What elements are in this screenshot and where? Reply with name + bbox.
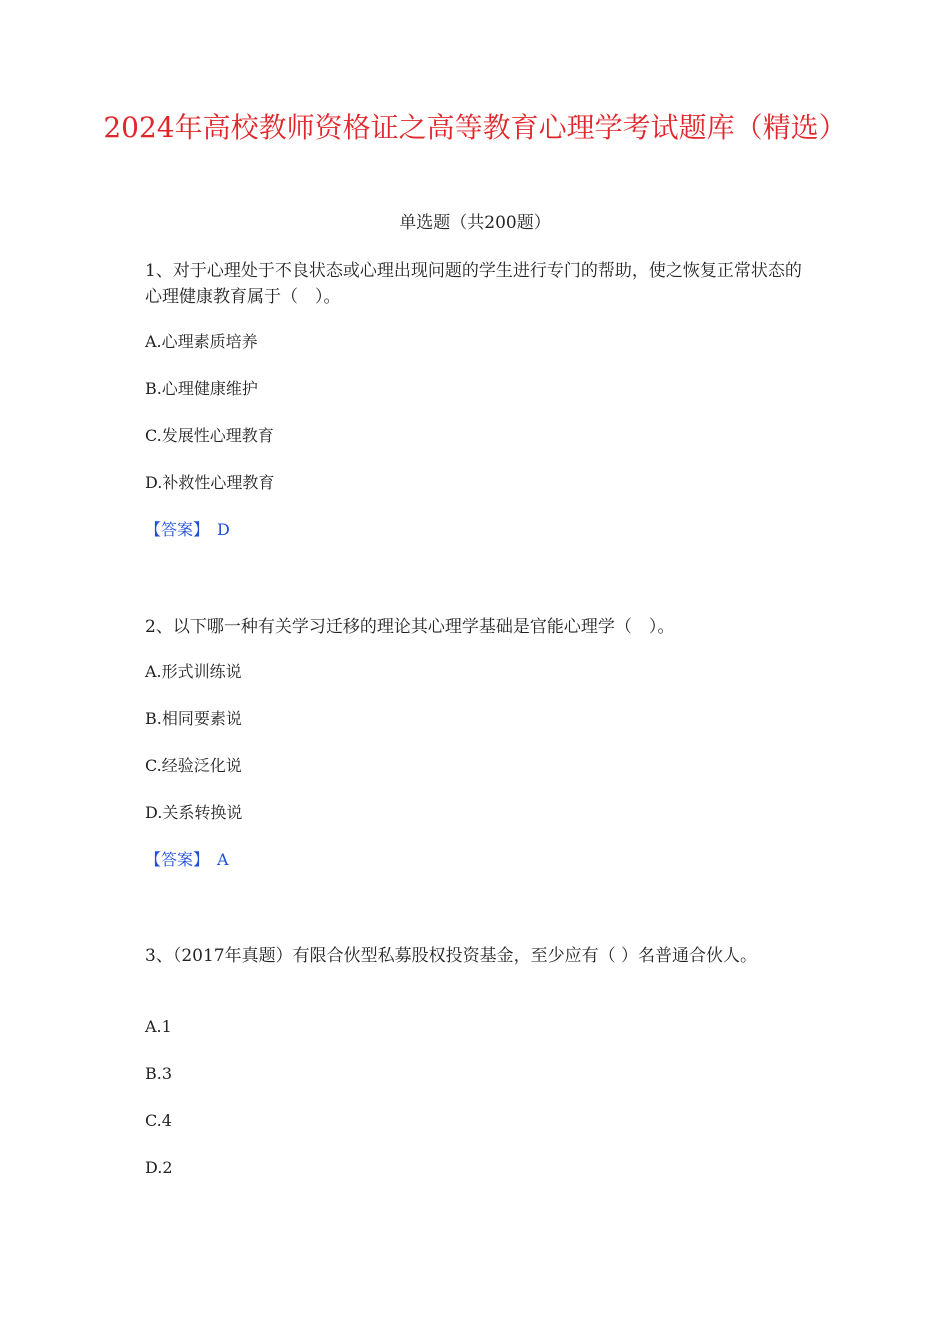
question-1-option-c: C.发展性心理教育 (145, 426, 274, 445)
question-3-option-a: A.1 (145, 1017, 172, 1036)
question-2-answer (145, 848, 229, 872)
question-2-option-b: B.相同要素说 (145, 709, 242, 728)
question-2-option-a: A.形式训练说 (145, 662, 242, 681)
document-title: 2024年高校教师资格证之高等教育心理学考试题库（精选） (103, 111, 847, 144)
question-1-option-b: B.心理健康维护 (145, 379, 258, 398)
question-2-option-d: D.关系转换说 (145, 803, 243, 822)
answer-label: 【答案】 (145, 850, 210, 869)
question-1-answer (145, 518, 230, 542)
question-1-option-a: A.心理素质培养 (145, 332, 258, 351)
answer-value: A (217, 850, 229, 869)
question-3-option-b: B.3 (145, 1064, 173, 1083)
question-1-option-d: D.补救性心理教育 (145, 473, 275, 492)
section-heading: 单选题（共200题） (399, 213, 551, 233)
answer-label: 【答案】 (145, 520, 210, 539)
question-2-stem: 2、以下哪一种有关学习迁移的理论其心理学基础是官能心理学（ ）。 (145, 617, 675, 637)
question-3-option-d: D.2 (145, 1158, 173, 1177)
question-1-stem: 1、对于心理处于不良状态或心理出现问题的学生进行专门的帮助，使之恢复正常状态的心理健康教育属于（ ）。 (145, 261, 802, 307)
question-3-stem: 3、（2017年真题）有限合伙型私募股权投资基金，至少应有（ ）名普通合伙人。 (145, 946, 757, 966)
question-3-option-c: C.4 (145, 1111, 172, 1130)
question-2-option-c: C.经验泛化说 (145, 756, 242, 775)
answer-value: D (217, 520, 230, 539)
